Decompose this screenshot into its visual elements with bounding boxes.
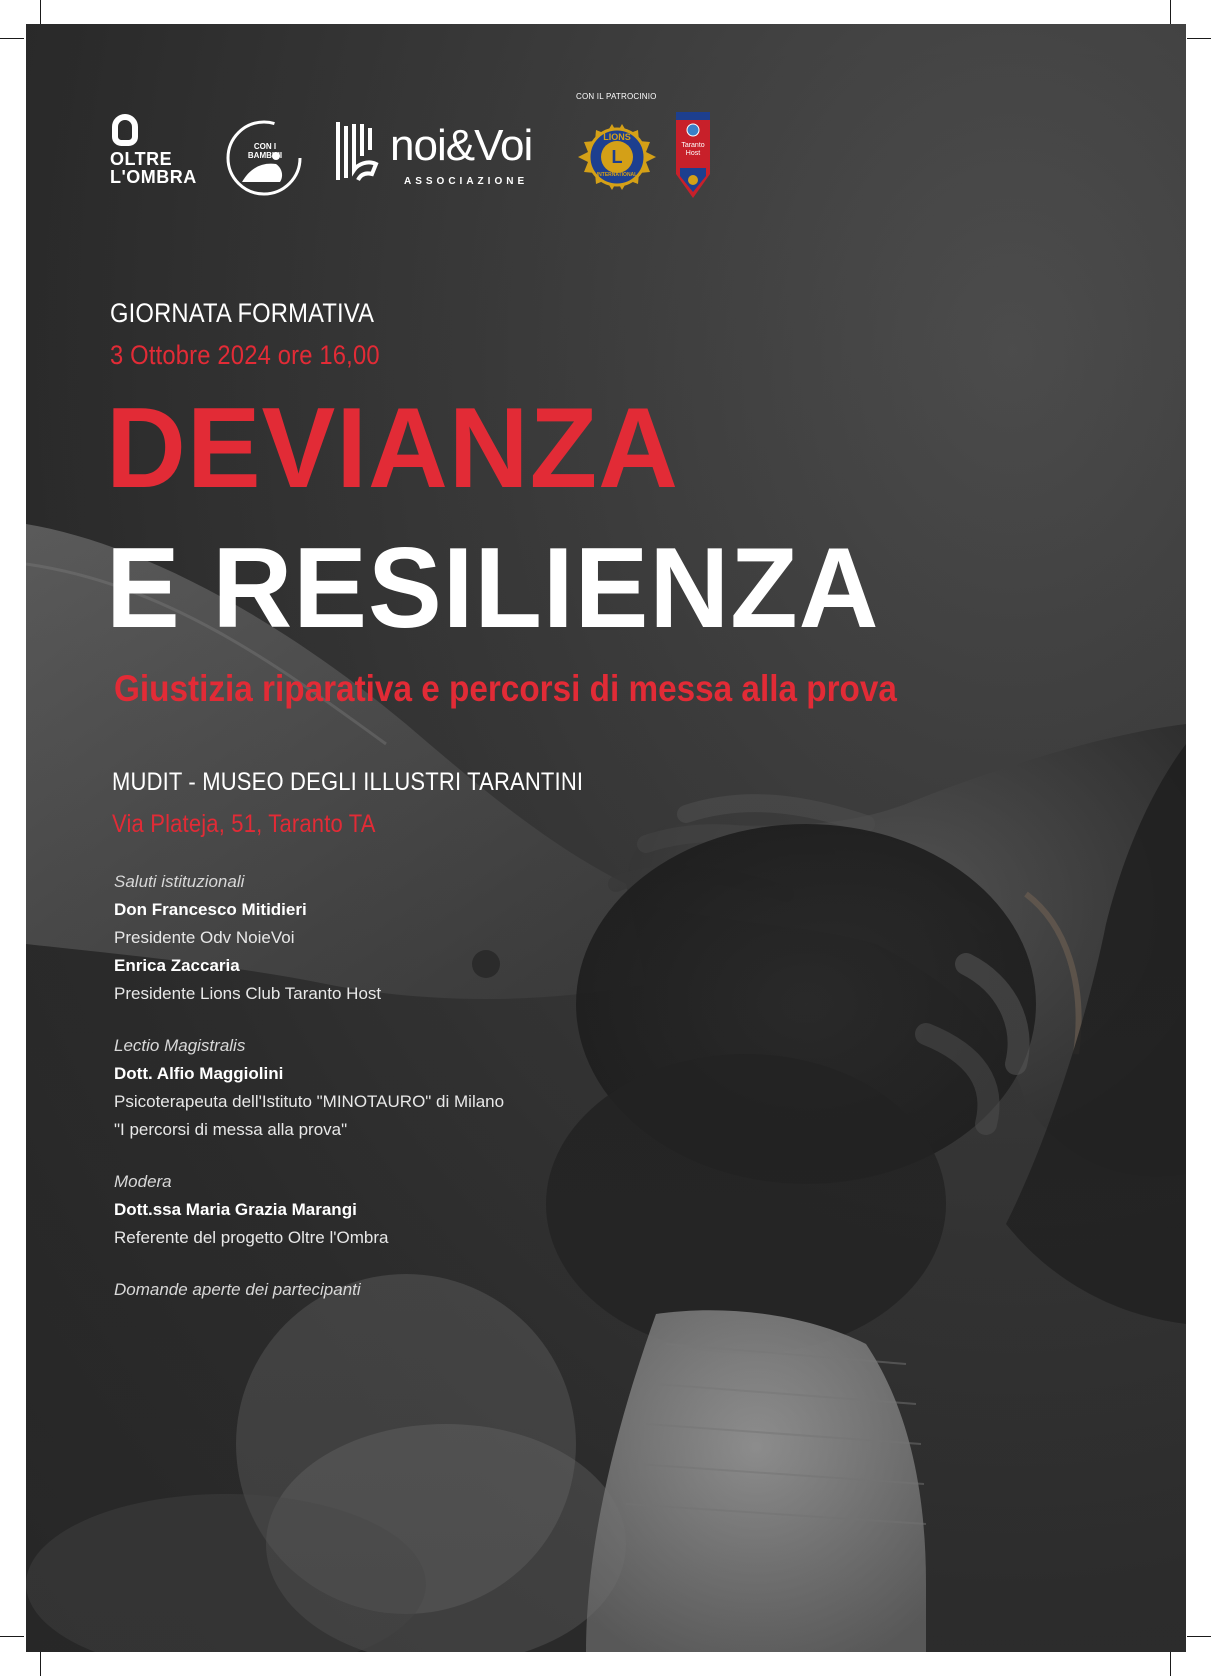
speaker-3-talk: "I percorsi di messa alla prova" [114, 1120, 348, 1139]
speaker-1-role: Presidente Odv NoieVoi [114, 928, 295, 947]
speaker-4-role: Referente del progetto Oltre l'Ombra [114, 1228, 389, 1247]
speaker-2-role: Presidente Lions Club Taranto Host [114, 984, 382, 1003]
closing-note: Domande aperte dei partecipanti [114, 1280, 361, 1299]
noievoi-name: noi&Voi [390, 121, 533, 170]
patrocinio-label: CON IL PATROCINIO [576, 92, 657, 101]
venue-address: Via Plateja, 51, Taranto TA [112, 810, 376, 838]
event-kicker: GIORNATA FORMATIVA [110, 298, 375, 328]
speaker-3-role: Psicoterapeuta dell'Istituto "MINOTAURO" di Milano [114, 1092, 505, 1111]
venue-name: MUDIT - MUSEO DEGLI ILLUSTRI TARANTINI [112, 768, 584, 796]
noievoi-sub: ASSOCIAZIONE [404, 176, 529, 187]
program [114, 868, 504, 1304]
oltre-lombra-line2: L'OMBRA [110, 167, 197, 187]
lions-letter: L [611, 147, 623, 167]
con-i-bambini-text: CON I BAMBINI [247, 142, 283, 160]
saluti-label: Saluti istituzionali [114, 872, 245, 891]
oltre-lombra-icon [112, 114, 138, 146]
crop-mark [40, 1652, 41, 1676]
lions-bottom: INTERNATIONAL [596, 172, 638, 178]
taranto-host-line1: Taranto [681, 142, 705, 149]
oltre-lombra-logo [110, 114, 197, 187]
crop-mark [0, 38, 24, 39]
taranto-host-logo [676, 112, 710, 198]
noievoi-logo [334, 120, 533, 200]
crop-mark [1170, 1652, 1171, 1676]
title-line-2: E RESILIENZA [106, 525, 880, 652]
subtitle: Giustizia riparativa e percorsi di messa alla prova [114, 668, 897, 709]
poster [26, 24, 1186, 1652]
title-line-1: DEVIANZA [106, 385, 679, 512]
modera-label: Modera [114, 1172, 172, 1191]
crop-mark [40, 0, 41, 24]
speaker-2-name: Enrica Zaccaria [114, 956, 240, 975]
crop-mark [0, 1636, 24, 1637]
crop-mark [1170, 0, 1171, 24]
lectio-label: Lectio Magistralis [114, 1036, 246, 1055]
oltre-lombra-line1: OLTRE [110, 149, 173, 169]
crop-mark [1187, 1636, 1211, 1637]
taranto-host-line2: Host [685, 150, 701, 157]
crop-mark [1187, 38, 1211, 39]
lions-logo [574, 114, 660, 200]
lions-text: LIONS [603, 132, 631, 142]
con-i-bambini-logo [222, 116, 306, 200]
speaker-4-name: Dott.ssa Maria Grazia Marangi [114, 1200, 357, 1219]
speaker-3-name: Dott. Alfio Maggiolini [114, 1064, 284, 1083]
speaker-1-name: Don Francesco Mitidieri [114, 900, 307, 919]
noievoi-hands-icon [334, 120, 380, 182]
event-date: 3 Ottobre 2024 ore 16,00 [110, 340, 380, 370]
